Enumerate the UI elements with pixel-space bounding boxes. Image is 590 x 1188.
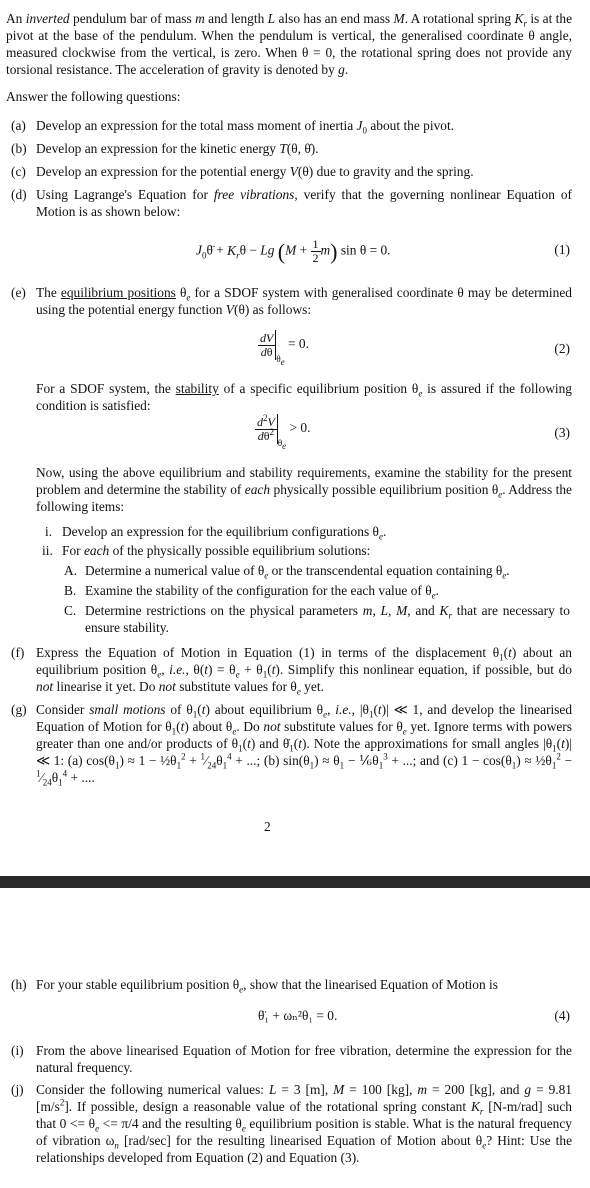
question-label: (i) — [11, 1043, 24, 1058]
page-divider — [0, 876, 590, 888]
question-label: (j) — [11, 1082, 24, 1097]
alpha-text: Examine the stability of the configuration for the each value of $\theta_e$. — [85, 583, 439, 601]
roman-label: ii. — [42, 543, 53, 558]
now-text: Now, using the above equilibrium and stability requirements, examine the stability for the present problem and determine the stability of each physically possible equilibrium position $\theta_e$. Address the following items: — [36, 465, 572, 514]
roman-label: i. — [45, 524, 53, 539]
alpha-label: C. — [64, 603, 77, 618]
question-text: For your stable equilibrium position $\theta_e$, show that the linearised Equation of Motion is — [36, 977, 498, 995]
equation-number: (4) — [554, 1008, 570, 1023]
alpha-text: Determine restrictions on the physical parameters m, L, M, and $K_r$ that are necessary to ensure stability. — [85, 603, 570, 635]
equation-2-body: $\frac{dV}{d\theta}$ $_{\theta_e}$ = 0. — [260, 330, 309, 367]
equation-3-rhs: > 0. — [289, 420, 311, 436]
intro-paragraph: An inverted pendulum bar of mass m and length L also has an end mass M. A rotational spring $K_r$ is at the pivot at the base of the pendulum. When the pendulum is vertical, the generalised coordinate θ angle, measured clockwise from the vertical, is zero. When θ = 0, the rotational spring does not provide any torsional resistance. The acceleration of gravity is denoted by g. — [6, 11, 573, 77]
alpha-label: B. — [64, 583, 77, 598]
equation-4-body: θ̈₁ + ωₙ²θ₁ = 0. — [258, 1008, 338, 1023]
question-label: (c) — [11, 164, 26, 179]
equation-number: (1) — [554, 242, 570, 257]
equation-3-body: $\frac{d^2V}{d\theta^2}$ $_{\theta_e}$ > 0. — [257, 412, 311, 451]
answer-prompt: Answer the following questions: — [6, 89, 181, 104]
question-text: Develop an expression for the kinetic energy T(θ, θ̇). — [36, 141, 319, 156]
question-label: (b) — [11, 141, 27, 156]
equation-1-body: $J_0\thetä + K_r\theta - Lg$ (M + $\frac{1}{2}$ m) sin θ = 0. — [196, 237, 391, 265]
question-label: (d) — [11, 187, 27, 202]
roman-text: For each of the physically possible equilibrium solutions: — [62, 543, 371, 558]
page-two — [0, 888, 590, 1188]
equation-number: (2) — [554, 341, 570, 356]
alpha-text: Determine a numerical value of $\theta_e$ or the transcendental equation containing $\theta_e$. — [85, 563, 510, 581]
equation-number: (3) — [554, 425, 570, 440]
question-label: (e) — [11, 285, 26, 300]
question-text: From the above linearised Equation of Motion for free vibration, determine the expression for the natural frequency. — [36, 1043, 572, 1075]
question-label: (g) — [11, 702, 27, 717]
question-text: Express the Equation of Motion in Equation (1) in terms of the displacement $\theta_1(t)$ about an equilibrium position $\theta_e$, i.e., $\theta(t) = \theta_e + \theta_1(t)$. Simplify this nonlinear equation, if possible, but do not linearise it yet. Do not substitute values for $\theta_e$ yet. — [36, 645, 572, 697]
question-label: (a) — [11, 118, 26, 133]
page-number: 2 — [264, 819, 271, 834]
question-text: Consider small motions of $\theta_1(t)$ about equilibrium $\theta_e$, i.e., $|\theta_1(t)|$ ≪ 1, and develop the linearised Equation of Motion for $\theta_1(t)$ about $\theta_e$. Do not substitute values for $\theta_e$ yet. Ignore terms with powers greater than one and/or products of $\theta_1(t)$ and $\thetȧ_1(t)$. Note the approximations for small angles $|\theta_1(t)|$ ≪ 1: (a) $\cos(\theta_1) \approx 1$ − $\frac{1}{2}\theta_1^2$ + $^1⁄_{24}\theta_1^4$ + ...; (b) $\sin(\theta_1) \approx \theta_1$ − $\frac{1}{6}\theta_1^3$ + ...; and (c) $1 - \cos(\theta_1)$ ≈ $\frac{1}{2}\theta_1^2$ − $^1⁄_{24}\theta_1^4$ + .... — [36, 702, 573, 788]
alpha-label: A. — [64, 563, 78, 578]
question-text: Using Lagrange's Equation for free vibrations, verify that the governing nonlinear Equation of Motion is as shown below: — [36, 187, 572, 219]
question-label: (f) — [11, 645, 25, 660]
question-text: The equilibrium positions $\theta_e$ for a SDOF system with generalised coordinate θ may be determined using the potential energy function V(θ) as follows: — [36, 285, 572, 317]
equation-2-rhs: = 0. — [288, 336, 309, 352]
question-text: Develop an expression for the potential energy V(θ) due to gravity and the spring. — [36, 164, 474, 179]
question-text: Consider the following numerical values: L = 3 [m], M = 100 [kg], m = 200 [kg], and g = 9.81 $[m/s^2]$. If possible, design a reasonable value of the rotational spring constant $K_r$ [N-m/rad] such that $0 <= \theta_e <= \pi/4$ and the resulting $\theta_e$ equilibrium position is stable. What is the natural frequency of vibration $\omega_n$ [rad/sec] for the resulting linearised Equation of Motion about $\theta_e$? Hint: Use the relationships developed from Equation (2) and Equation (3). — [36, 1082, 573, 1165]
question-label: (h) — [11, 977, 27, 992]
question-text: Develop an expression for the total mass moment of inertia $J_0$ about the pivot. — [36, 118, 455, 136]
stability-text: For a SDOF system, the stability of a specific equilibrium position $\theta_e$ is assured if the following condition is satisfied: — [36, 381, 572, 413]
roman-text: Develop an expression for the equilibrium configurations $\theta_e$. — [62, 524, 387, 542]
